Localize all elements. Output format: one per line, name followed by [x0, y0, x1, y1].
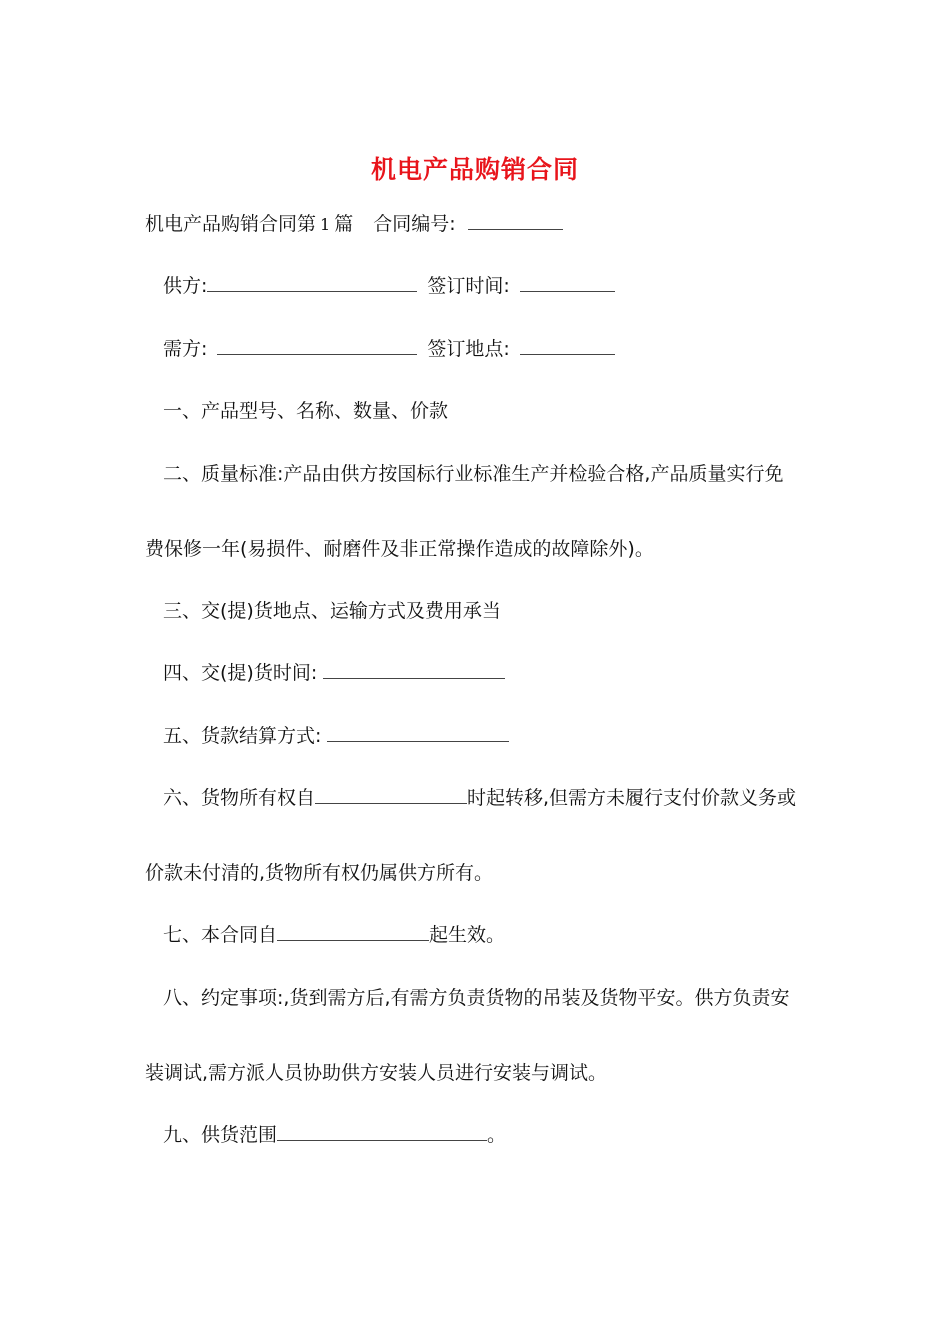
contract-number-label: 合同编号:	[373, 213, 456, 235]
buyer-field[interactable]	[217, 338, 417, 355]
clause-7-pre: 七、本合同自	[163, 924, 278, 946]
clause-1: 一、产品型号、名称、数量、价款	[163, 400, 449, 422]
clause-3: 三、交(提)货地点、运输方式及费用承当	[163, 600, 501, 622]
clause-6-line-1	[163, 786, 796, 810]
document-title: 机电产品购销合同	[370, 155, 579, 184]
payment-method-field[interactable]	[327, 725, 509, 742]
clause-5-label: 五、货款结算方式:	[163, 725, 322, 747]
header-prefix: 机电产品购销合同第	[145, 213, 317, 235]
ownership-date-field[interactable]	[315, 787, 467, 804]
supply-scope-field[interactable]	[277, 1124, 487, 1141]
sign-place-field[interactable]	[520, 338, 615, 355]
clause-7-post: 起生效。	[429, 924, 506, 946]
clause-9-pre: 九、供货范围	[163, 1124, 278, 1146]
buyer-line	[163, 337, 615, 361]
clause-2-line-2: 费保修一年(易损件、耐磨件及非正常操作造成的故障除外)。	[145, 538, 654, 560]
sign-date-field[interactable]	[520, 275, 615, 292]
header-line	[145, 212, 563, 237]
clause-8-line-2: 装调试,需方派人员协助供方安装人员进行安装与调试。	[145, 1062, 608, 1084]
clause-2-line-1: 二、质量标准:产品由供方按国标行业标准生产并检验合格,产品质量实行免	[163, 463, 784, 485]
supplier-label: 供方:	[163, 275, 208, 297]
clause-6-line-2: 价款未付清的,货物所有权仍属供方所有。	[145, 862, 494, 884]
contract-number-field[interactable]	[468, 213, 563, 230]
supplier-field[interactable]	[207, 275, 417, 292]
sign-place-label: 签订地点:	[427, 338, 510, 360]
delivery-time-field[interactable]	[323, 662, 505, 679]
clause-9-post: 。	[487, 1124, 507, 1146]
clause-6-post: 时起转移,但需方未履行支付价款义务或	[467, 787, 797, 809]
sign-date-label: 签订时间:	[427, 275, 510, 297]
clause-6-pre: 六、货物所有权自	[163, 787, 316, 809]
header-number: 1	[320, 215, 331, 234]
clause-4-label: 四、交(提)货时间:	[163, 662, 318, 684]
supplier-line	[163, 274, 615, 298]
clause-8-line-1: 八、约定事项:,货到需方后,有需方负责货物的吊装及货物平安。供方负责安	[163, 987, 790, 1009]
clause-9-line	[163, 1123, 506, 1147]
clause-7-line	[163, 923, 505, 947]
clause-4-line	[163, 661, 505, 685]
clause-5-line	[163, 724, 509, 748]
header-suffix: 篇	[334, 213, 354, 235]
buyer-label: 需方:	[163, 338, 208, 360]
effective-date-field[interactable]	[277, 924, 429, 941]
